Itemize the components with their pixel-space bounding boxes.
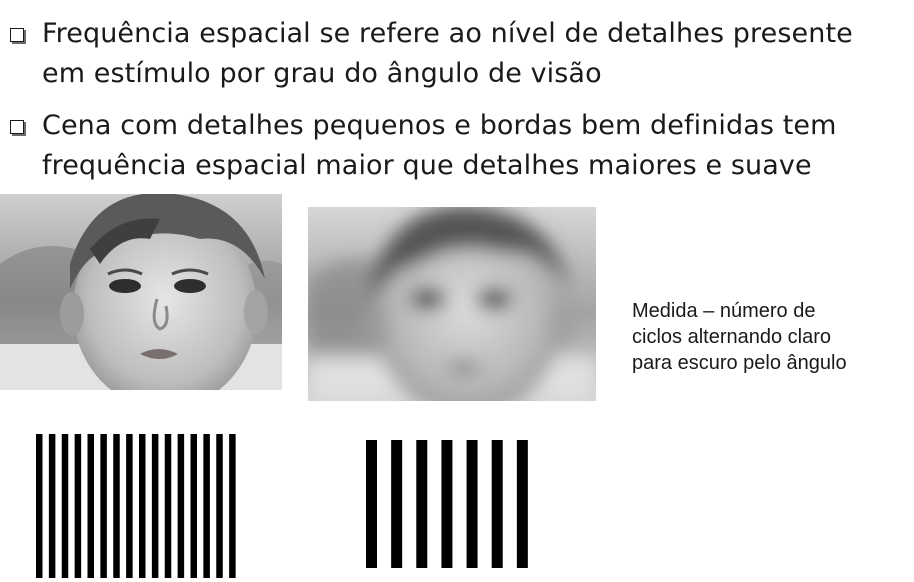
high-frequency-bar-5 (88, 434, 95, 578)
high-frequency-bar-8 (126, 434, 133, 578)
bullet-1-line-1: Frequência espacial se refere ao nível de detalhes presente (42, 18, 853, 49)
low-frequency-bar-4 (441, 440, 452, 568)
caption-line-2: ciclos alternando claro (632, 326, 831, 348)
caption-line-3: para escuro pelo ângulo (632, 352, 847, 374)
high-frequency-bar-16 (229, 434, 236, 578)
low-frequency-bar-2 (391, 440, 402, 568)
blurred-child-photo (308, 207, 596, 401)
high-frequency-bar-1 (36, 434, 43, 578)
high-frequency-bar-10 (152, 434, 159, 578)
high-frequency-bar-2 (49, 434, 56, 578)
high-frequency-bar-6 (100, 434, 107, 578)
high-frequency-grating (36, 434, 242, 578)
sharp-child-photo (0, 194, 282, 390)
high-frequency-bar-13 (191, 434, 198, 578)
high-frequency-bar-4 (75, 434, 82, 578)
low-frequency-bar-3 (416, 440, 427, 568)
low-frequency-bar-7 (517, 440, 528, 568)
high-frequency-bar-7 (113, 434, 120, 578)
high-frequency-bar-9 (139, 434, 146, 578)
high-frequency-bar-14 (203, 434, 210, 578)
square-bullet-icon (10, 120, 24, 134)
blurred-photo-image (308, 207, 596, 401)
low-frequency-bar-1 (366, 440, 377, 568)
caption-line-1: Medida – número de (632, 300, 816, 322)
bullet-2-line-2: frequência espacial maior que detalhes maiores e suave (42, 150, 812, 181)
low-frequency-bar-6 (492, 440, 503, 568)
low-frequency-grating (366, 440, 542, 568)
high-frequency-bar-11 (165, 434, 172, 578)
sharp-photo-image (0, 194, 282, 390)
measure-caption (632, 298, 902, 376)
bullet-item-1 (10, 14, 900, 94)
high-frequency-bar-3 (62, 434, 69, 578)
bullet-text-1 (42, 14, 853, 94)
low-frequency-bar-5 (467, 440, 478, 568)
bullet-2-line-1: Cena com detalhes pequenos e bordas bem definidas tem (42, 110, 837, 141)
high-frequency-bar-15 (216, 434, 223, 578)
bullet-1-line-2: em estímulo por grau do ângulo de visão (42, 58, 602, 89)
high-frequency-bar-12 (178, 434, 185, 578)
square-bullet-icon (10, 28, 24, 42)
bullet-item-2 (10, 106, 900, 186)
bullet-text-2 (42, 106, 837, 186)
